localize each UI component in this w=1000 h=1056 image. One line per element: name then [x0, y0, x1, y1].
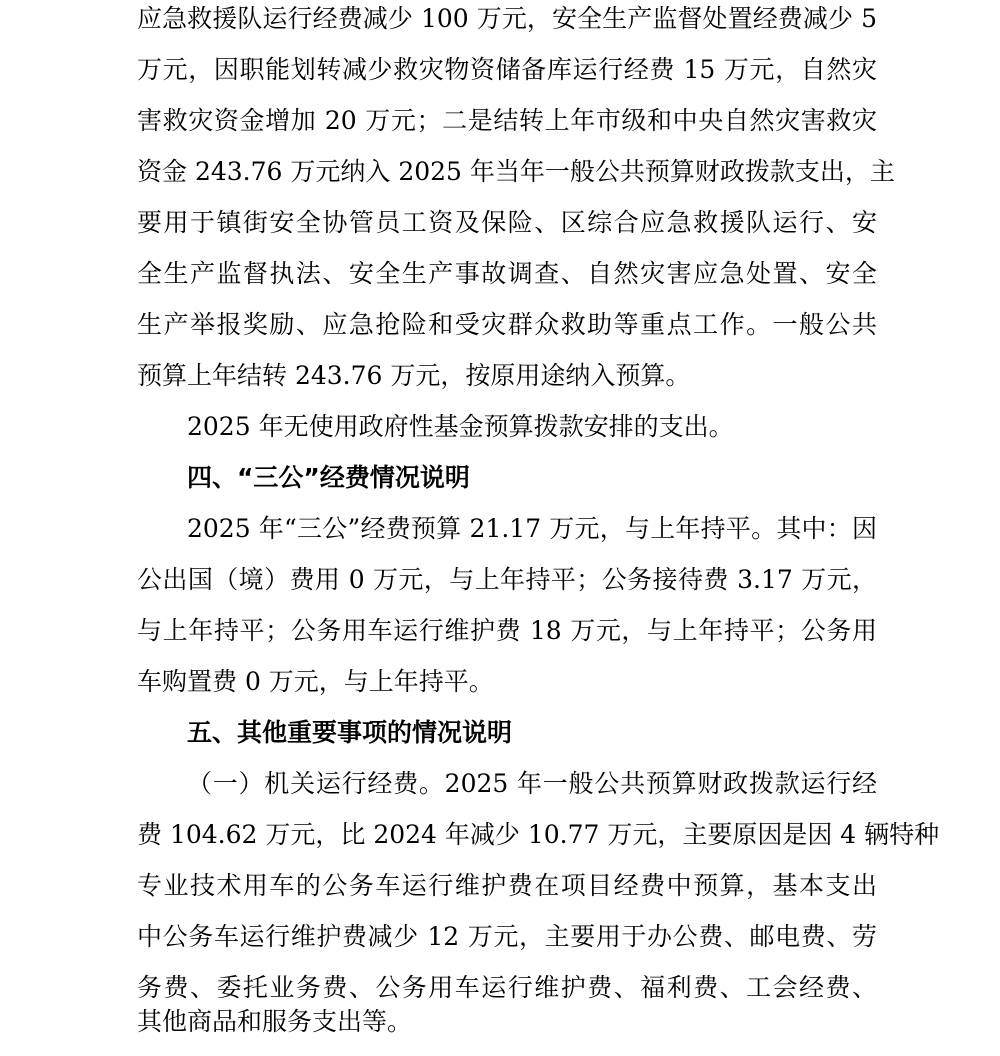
paragraph-line: 车购置费 0 万元，与上年持平。 — [137, 667, 494, 696]
paragraph-line: 专业技术用车的公务车运行维护费在项目经费中预算，基本支出 — [137, 871, 877, 900]
paragraph-line: 务费、委托业务费、公务用车运行维护费、福利费、工会经费、 — [137, 973, 877, 1002]
paragraph-line: 与上年持平；公务用车运行维护费 18 万元，与上年持平；公务用 — [137, 616, 877, 645]
paragraph-line: 害救灾资金增加 20 万元；二是结转上年市级和中央自然灾害救灾 — [137, 106, 877, 135]
section-heading-4: 四、“三公”经费情况说明 — [187, 463, 470, 492]
paragraph-line: 公出国（境）费用 0 万元，与上年持平；公务接待费 3.17 万元， — [137, 565, 877, 594]
paragraph-line: 其他商品和服务支出等。 — [137, 1007, 413, 1036]
paragraph-line: 全生产监督执法、安全生产事故调查、自然灾害应急处置、安全 — [137, 259, 877, 288]
paragraph-line: 生产举报奖励、应急抢险和受灾群众救助等重点工作。一般公共 — [137, 310, 877, 339]
paragraph-line: 资金 243.76 万元纳入 2025 年当年一般公共预算财政拨款支出，主 — [137, 157, 895, 186]
paragraph-line: 应急救援队运行经费减少 100 万元，安全生产监督处置经费减少 5 — [137, 4, 877, 33]
paragraph-line: 中公务车运行维护费减少 12 万元，主要用于办公费、邮电费、劳 — [137, 922, 877, 951]
paragraph-line: 2025 年“三公”经费预算 21.17 万元，与上年持平。其中：因 — [187, 514, 877, 543]
paragraph-line: 费 104.62 万元，比 2024 年减少 10.77 万元，主要原因是因 4 辆特种 — [137, 820, 940, 849]
paragraph-line: 预算上年结转 243.76 万元，按原用途纳入预算。 — [137, 361, 691, 390]
section-heading-5: 五、其他重要事项的情况说明 — [187, 718, 513, 747]
paragraph-line: 要用于镇街安全协管员工资及保险、区综合应急救援队运行、安 — [137, 208, 877, 237]
paragraph-line: （一）机关运行经费。2025 年一般公共预算财政拨款运行经 — [187, 769, 877, 798]
paragraph-line: 万元，因职能划转减少救灾物资储备库运行经费 15 万元，自然灾 — [137, 55, 877, 84]
fund-note: 2025 年无使用政府性基金预算拨款安排的支出。 — [187, 412, 734, 441]
